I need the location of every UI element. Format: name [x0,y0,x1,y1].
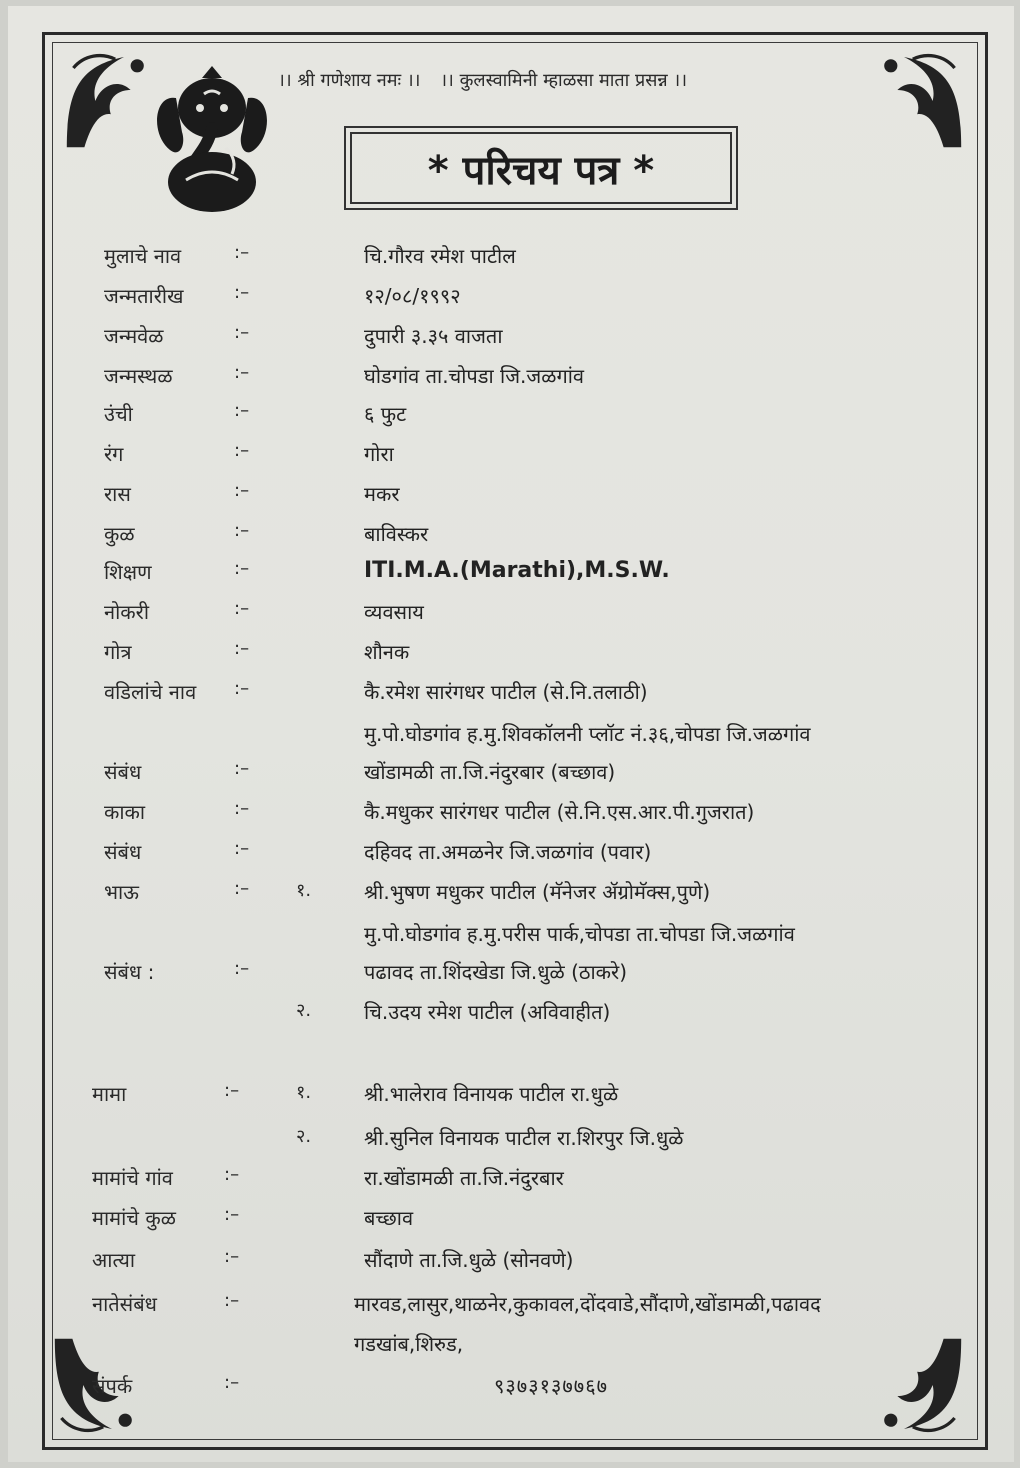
row-number: १. [296,880,312,901]
row-separator: :– [224,1080,240,1101]
biodata-page [8,6,1014,1462]
ganesh-icon [146,64,276,216]
row-separator: :– [234,242,250,263]
row-value: गोरा [364,442,394,466]
row-separator: :– [224,1204,240,1225]
row-label: भाऊ [104,880,139,904]
row-label: संबंध : [104,960,155,984]
row-label: रंग [104,442,124,466]
row-value: गडखांब,शिरुड, [354,1332,464,1356]
row-value: ITI.M.A.(Marathi),M.S.W. [364,558,670,583]
row-label: गोत्र [104,640,132,664]
row-value: १२/०८/१९९२ [364,284,461,308]
row-number: २. [296,1126,312,1147]
row-label: संबंध [104,840,142,864]
row-value: सौंदाणे ता.जि.धुळे (सोनवणे) [364,1248,574,1272]
row-value: कै.रमेश सारंगधर पाटील (से.नि.तलाठी) [364,680,648,704]
row-separator: :– [234,638,250,659]
row-value: बाविस्कर [364,522,429,546]
contact-phone: ९३७३१३७७६७ [494,1374,608,1398]
row-label: उंची [104,402,133,426]
row-label: मामांचे कुळ [92,1206,176,1230]
row-value: कै.मधुकर सारंगधर पाटील (से.नि.एस.आर.पी.गुजरात) [364,800,755,824]
row-value: चि.उदय रमेश पाटील (अविवाहीत) [364,1000,611,1024]
row-number: २. [296,1000,312,1021]
row-separator: :– [234,322,250,343]
row-label: मुलाचे नाव [104,244,182,268]
row-value: व्यवसाय [364,600,424,624]
row-separator: :– [234,958,250,979]
row-label: वडिलांचे नाव [104,680,197,704]
row-label: कुळ [104,522,135,546]
row-separator: :– [234,678,250,699]
row-value: शौनक [364,640,410,664]
row-label: संबंध [104,760,142,784]
title-box [344,126,738,210]
row-label: जन्मवेळ [104,324,164,348]
row-separator: :– [224,1290,240,1311]
row-separator: :– [224,1164,240,1185]
row-value: मु.पो.घोडगांव ह.मु.शिवकॉलनी प्लॉट नं.३६,चोपडा जि.जळगांव [364,722,811,746]
row-separator: :– [234,400,250,421]
row-label: मामांचे गांव [92,1166,173,1190]
row-number: १. [296,1082,312,1103]
row-value: दहिवद ता.अमळनेर जि.जळगांव (पवार) [364,840,652,864]
row-label: जन्मतारीख [104,284,184,308]
row-value: ६ फुट [364,402,407,426]
row-separator: :– [234,362,250,383]
invocation-kuldevi: ।। कुलस्वामिनी म्हाळसा माता प्रसन्न ।। [440,70,688,91]
row-value: मु.पो.घोडगांव ह.मु.परीस पार्क,चोपडा ता.चोपडा जि.जळगांव [364,922,795,946]
row-value: मारवड,लासुर,थाळनेर,कुकावल,दोंदवाडे,सौंदाणे,खोंडामळी,पढावद [354,1292,821,1316]
row-value: खोंडामळी ता.जि.नंदुरबार (बच्छाव) [364,760,616,784]
row-label: मामा [92,1082,127,1106]
row-value: दुपारी ३.३५ वाजता [364,324,503,348]
page-title: * परिचय पत्र * [350,132,732,204]
row-value: श्री.भुषण मधुकर पाटील (मॅनेजर ॲग्रोमॅक्स,पुणे) [364,880,711,904]
corner-ornament-top-right [860,46,970,156]
row-label: नोकरी [104,600,149,624]
row-value: श्री.सुनिल विनायक पाटील रा.शिरपुर जि.धुळे [364,1126,684,1150]
contact-label: संपर्क [92,1374,133,1398]
row-label: आत्या [92,1248,136,1272]
row-separator: :– [234,598,250,619]
row-separator: :– [234,758,250,779]
row-value: मकर [364,482,400,506]
row-label: जन्मस्थळ [104,364,173,388]
row-label: नातेसंबंध [92,1292,157,1316]
invocation-line [278,68,818,96]
row-separator: :– [234,282,250,303]
row-value: रा.खोंडामळी ता.जि.नंदुरबार [364,1166,564,1190]
row-value: घोडगांव ता.चोपडा जि.जळगांव [364,364,585,388]
row-separator: :– [234,440,250,461]
row-separator: :– [234,878,250,899]
corner-ornament-bottom-right [860,1330,970,1440]
contact-separator: :– [224,1372,240,1393]
row-separator: :– [234,798,250,819]
row-value: चि.गौरव रमेश पाटील [364,244,516,268]
row-label: काका [104,800,146,824]
row-separator: :– [234,480,250,501]
row-separator: :– [234,838,250,859]
row-separator: :– [234,520,250,541]
row-value: बच्छाव [364,1206,414,1230]
invocation-ganesh: ।। श्री गणेशाय नमः ।। [278,70,421,91]
row-label: शिक्षण [104,560,152,584]
row-value: पढावद ता.शिंदखेडा जि.धुळे (ठाकरे) [364,960,628,984]
row-separator: :– [234,558,250,579]
row-separator: :– [224,1246,240,1267]
row-label: रास [104,482,131,506]
row-value: श्री.भालेराव विनायक पाटील रा.धुळे [364,1082,619,1106]
